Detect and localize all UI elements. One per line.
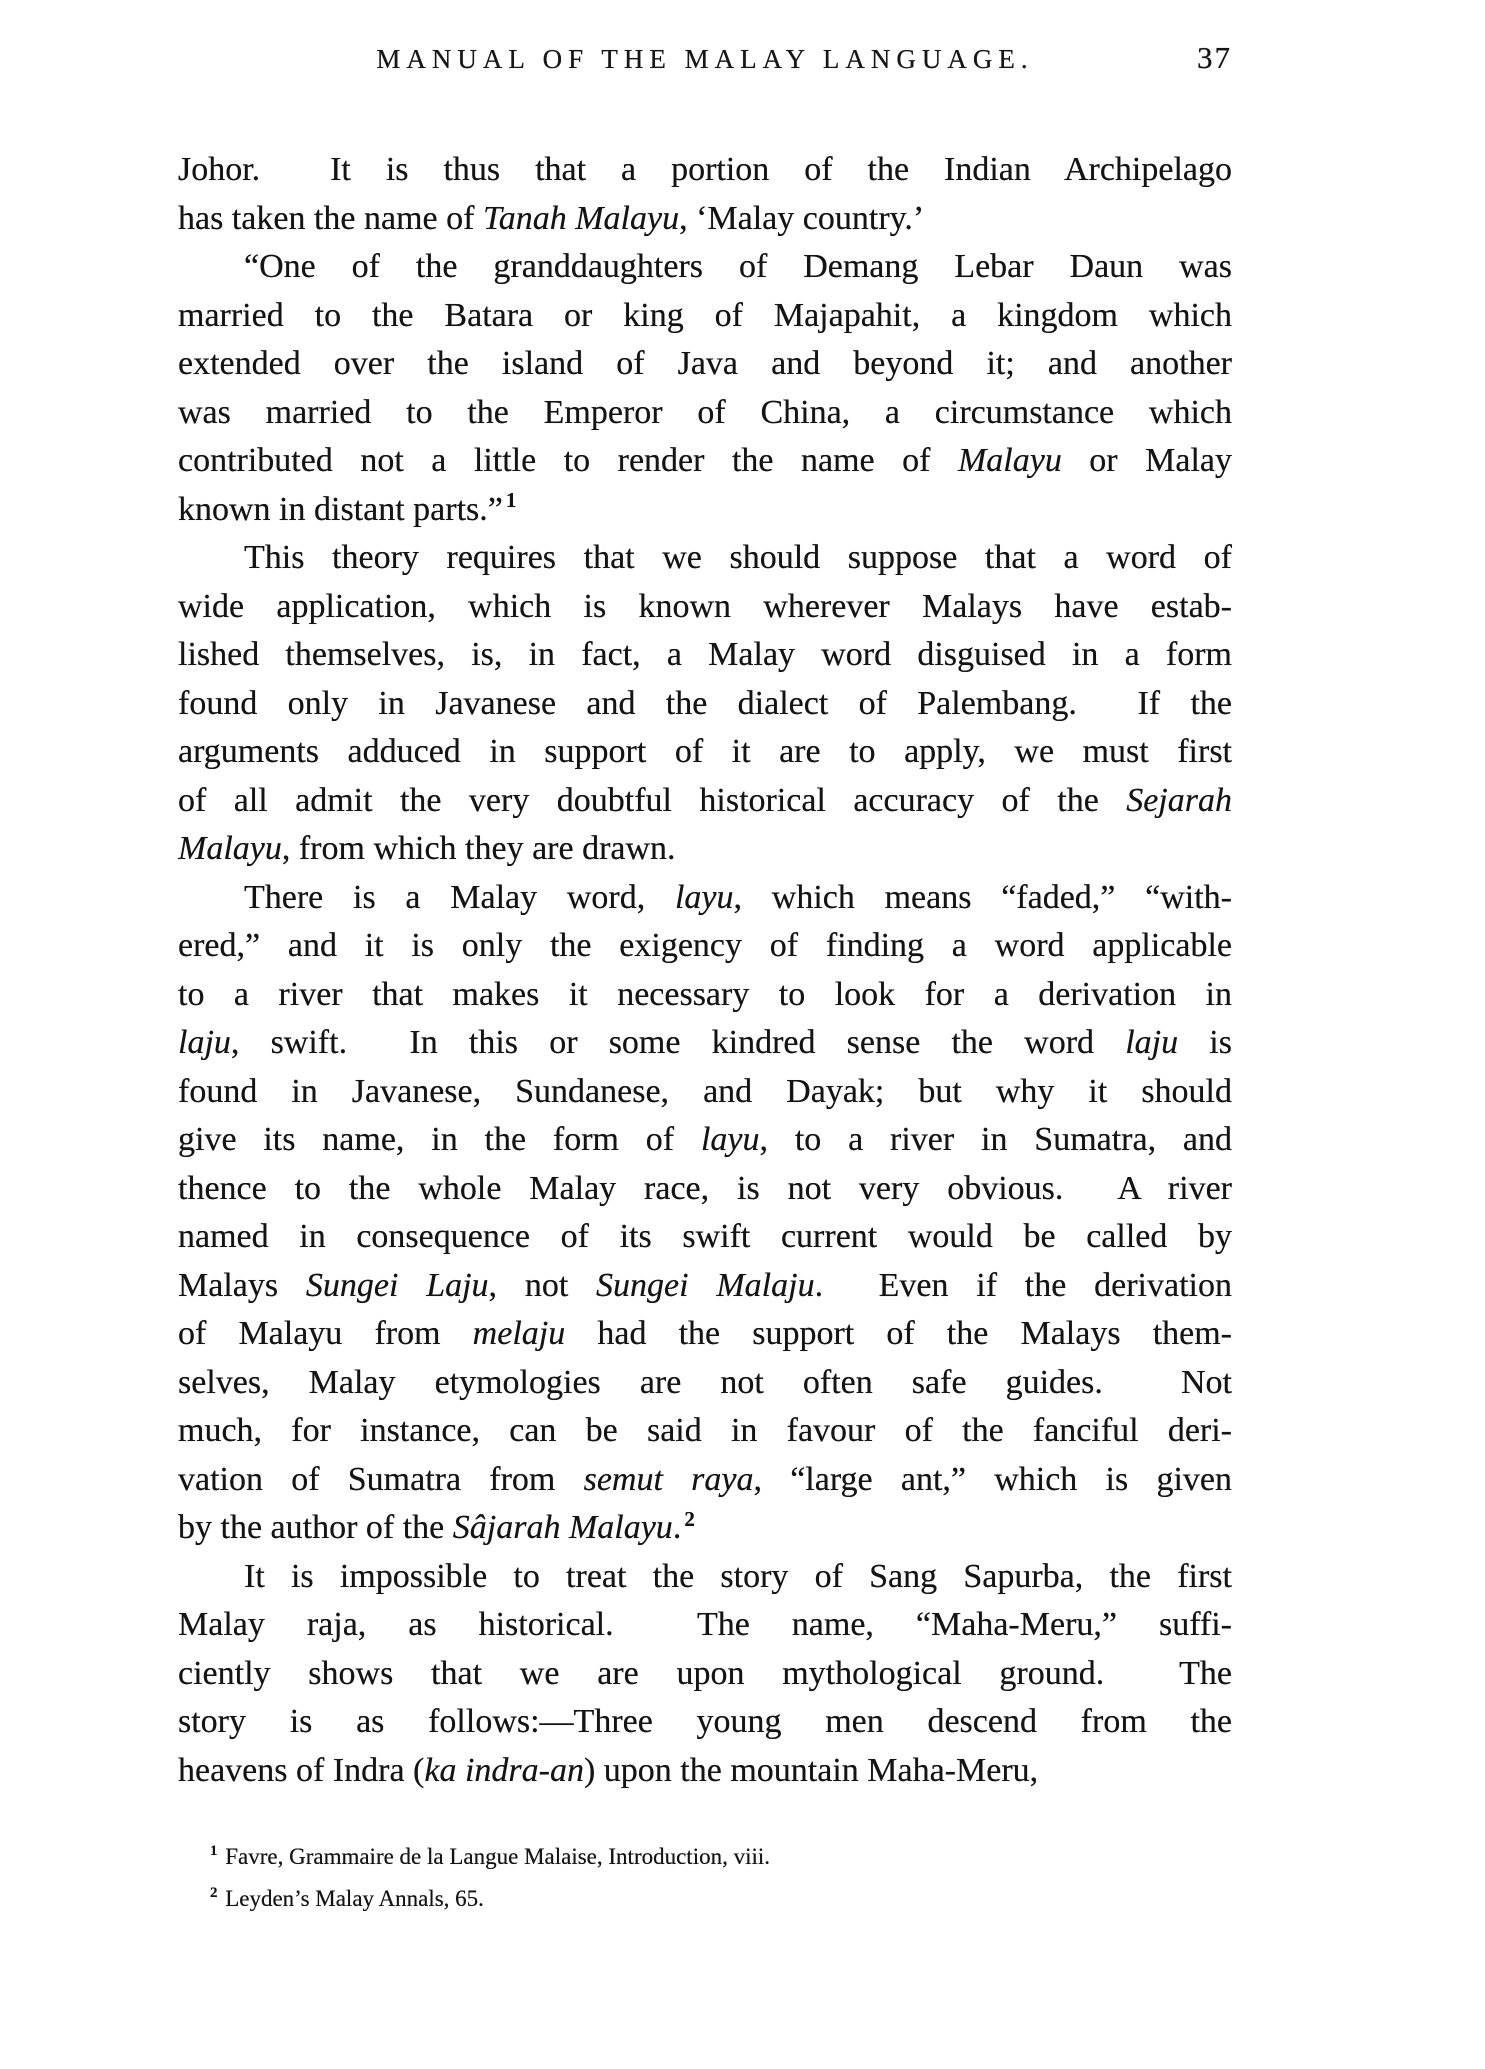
paragraph <box>178 243 1232 534</box>
text-line <box>178 825 1232 874</box>
text-line <box>178 534 1232 583</box>
text-segment: wide application, which is known wherever Malays have estab- <box>178 587 1232 625</box>
page-header <box>178 40 1232 84</box>
footnotes <box>210 1836 1210 1920</box>
footnote-ref: 2 <box>684 1506 695 1531</box>
text-line <box>178 728 1232 777</box>
text-segment: laju <box>1125 1024 1179 1061</box>
text-segment: known in distant parts.” <box>178 490 503 528</box>
text-segment: vation of Sumatra from <box>178 1460 584 1498</box>
footnote <box>210 1836 1210 1878</box>
footnote <box>210 1878 1210 1920</box>
text-line <box>178 389 1232 438</box>
text-segment: heavens of Indra ( <box>178 1751 425 1789</box>
text-line <box>178 1747 1232 1796</box>
text-line <box>178 1019 1232 1068</box>
text-segment: ka indra-an <box>424 1751 584 1789</box>
text-segment: much, for instance, can be said in favour of the fanciful deri- <box>178 1412 1232 1449</box>
text-line <box>178 243 1232 292</box>
paragraph <box>178 534 1232 874</box>
text-segment: found in Javanese, Sundanese, and Dayak; but why it should <box>178 1072 1232 1110</box>
text-segment: contributed not a little to render the name of <box>178 442 958 479</box>
text-line <box>178 1359 1232 1408</box>
text-line <box>178 146 1232 195</box>
text-segment: , “large ant,” which is given <box>753 1460 1232 1498</box>
text-segment: Malays <box>178 1266 306 1304</box>
text-segment: Sâjarah Malayu <box>452 1509 673 1546</box>
text-line <box>178 1553 1232 1602</box>
text-line <box>178 1116 1232 1165</box>
text-segment: It is impossible to treat the story of Sang Sapurba, the first <box>244 1557 1232 1595</box>
text-segment: . Even if the derivation <box>814 1266 1232 1304</box>
text-segment: Sejarah <box>1126 781 1232 819</box>
text-line <box>178 1456 1232 1505</box>
text-line <box>178 680 1232 729</box>
paragraph <box>178 146 1232 243</box>
text-line <box>178 1601 1232 1650</box>
text-line <box>178 1698 1232 1747</box>
text-segment: , ‘Malay country.’ <box>679 199 925 237</box>
text-line <box>178 292 1232 341</box>
text-segment: of all admit the very doubtful historical accuracy of the <box>178 781 1127 819</box>
text-line <box>178 437 1232 486</box>
text-line <box>178 1068 1232 1117</box>
text-line <box>178 631 1232 680</box>
text-segment: married to the Batara or king of Majapahit, a kingdom which <box>178 296 1232 334</box>
text-segment: , swift. In this or some kindred sense the word <box>230 1024 1126 1061</box>
text-line <box>178 486 1232 535</box>
footnote-marker: 2 <box>210 1885 218 1902</box>
text-segment: lished themselves, is, in fact, a Malay word disguised in a form <box>178 636 1232 673</box>
footnote-marker: 1 <box>210 1843 218 1860</box>
text-segment: Johor. It is thus that a portion of the Indian Archipelago <box>178 151 1232 188</box>
text-line <box>178 1650 1232 1699</box>
text-segment: story is as follows:—Three young men descend from the <box>178 1703 1232 1740</box>
text-segment: was married to the Emperor of China, a circumstance which <box>178 393 1232 431</box>
text-segment: Malayu <box>957 442 1062 479</box>
text-line <box>178 874 1232 923</box>
text-segment: Tanah Malayu <box>482 199 680 237</box>
paragraph <box>178 1553 1232 1796</box>
text-line <box>178 1165 1232 1214</box>
text-line <box>178 1310 1232 1359</box>
text-segment: Sungei Malaju <box>596 1266 815 1304</box>
footnote-text: Leyden’s Malay Annals, 65. <box>219 1886 484 1911</box>
text-segment: Malay raja, as historical. The name, “Maha-Meru,” suffi- <box>178 1606 1232 1643</box>
text-segment: layu <box>674 878 734 916</box>
text-segment: named in consequence of its swift current would be called by <box>178 1218 1232 1255</box>
text-segment: give its name, in the form of <box>178 1121 701 1158</box>
text-segment: found only in Javanese and the dialect of Palembang. If the <box>178 684 1232 722</box>
text-segment: Malayu <box>178 830 282 867</box>
text-segment: by the author of the <box>178 1509 453 1546</box>
running-title: MANUAL OF THE MALAY LANGUAGE. <box>376 44 1034 74</box>
text-segment: had the support of the Malays them- <box>565 1315 1232 1352</box>
text-segment: ) upon the mountain Maha-Meru, <box>583 1751 1039 1789</box>
text-segment: , which means “faded,” “with- <box>733 878 1232 916</box>
text-segment: to a river that makes it necessary to look for a derivation in <box>178 975 1232 1013</box>
text-segment: or Malay <box>1061 442 1232 479</box>
text-line <box>178 1407 1232 1456</box>
text-segment: has taken the name of <box>178 199 483 237</box>
text-line <box>178 340 1232 389</box>
paragraph <box>178 874 1232 1553</box>
text-segment: “One of the granddaughters of Demang Lebar Daun was <box>244 248 1232 285</box>
text-segment: extended over the island of Java and beyond it; and another <box>178 345 1232 382</box>
text-segment: , to a river in Sumatra, and <box>759 1121 1233 1158</box>
text-segment: This theory requires that we should suppose that a word of <box>244 539 1232 576</box>
text-line <box>178 1262 1232 1311</box>
text-segment: semut raya <box>583 1460 754 1498</box>
text-segment: , not <box>488 1266 597 1304</box>
text-segment: melaju <box>472 1315 566 1352</box>
body-text <box>178 146 1232 1795</box>
text-segment: is <box>1178 1024 1232 1061</box>
text-segment: . <box>672 1509 682 1546</box>
footnote-text: Favre, Grammaire de la Langue Malaise, Introduction, viii. <box>219 1844 771 1869</box>
page-number: 37 <box>1197 40 1232 75</box>
text-line <box>178 777 1232 826</box>
footnote-ref: 1 <box>505 488 517 513</box>
text-segment: of Malayu from <box>178 1315 473 1352</box>
text-line <box>178 583 1232 632</box>
text-line <box>178 922 1232 971</box>
text-segment: layu <box>700 1121 760 1158</box>
text-line <box>178 1213 1232 1262</box>
text-segment: thence to the whole Malay race, is not very obvious. A river <box>178 1169 1232 1207</box>
text-segment: Sungei Laju <box>305 1266 489 1304</box>
text-segment: ciently shows that we are upon mythological ground. The <box>178 1654 1232 1692</box>
text-segment: , from which they are drawn. <box>281 830 676 867</box>
text-segment: ered,” and it is only the exigency of finding a word applicable <box>178 927 1232 964</box>
text-segment: selves, Malay etymologies are not often safe guides. Not <box>178 1363 1232 1401</box>
text-segment: laju <box>178 1024 231 1061</box>
text-line <box>178 1504 1232 1553</box>
text-segment: There is a Malay word, <box>244 878 675 916</box>
text-line <box>178 971 1232 1020</box>
text-line <box>178 195 1232 244</box>
text-segment: arguments adduced in support of it are to apply, we must first <box>178 733 1232 770</box>
